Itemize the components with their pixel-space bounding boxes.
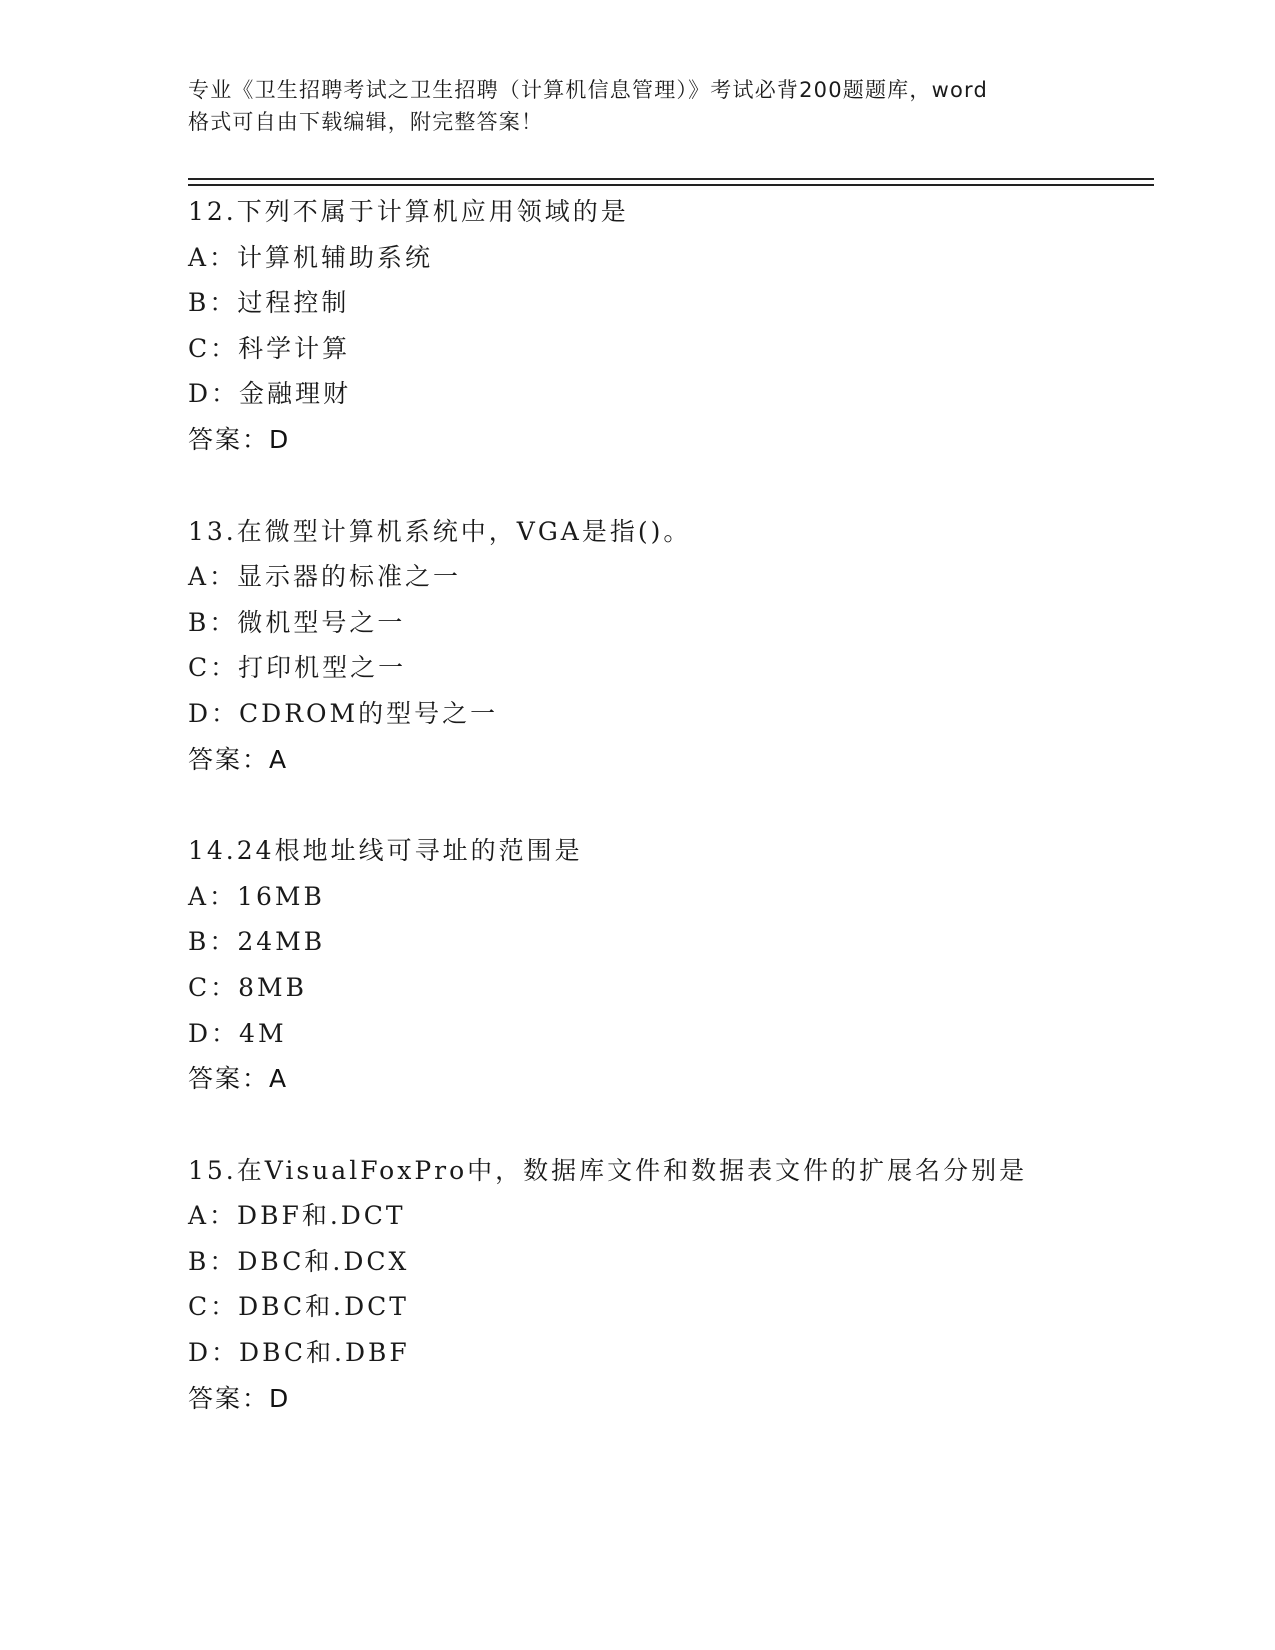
answer-line: 答案：D	[188, 1383, 291, 1413]
option-c: C：8MB	[188, 972, 308, 1002]
header-divider-bottom	[188, 184, 1154, 186]
option-a: A：显示器的标准之一	[188, 562, 462, 592]
answer-line: 答案：A	[188, 1064, 289, 1094]
option-b: B：微机型号之一	[188, 607, 406, 637]
option-b: B：DBC和.DCX	[188, 1246, 410, 1276]
question-13	[188, 509, 1154, 783]
answer-line: 答案：D	[188, 424, 291, 454]
option-b: B：过程控制	[188, 288, 350, 318]
question-15	[188, 1148, 1154, 1422]
option-d: D：CDROM的型号之一	[188, 698, 499, 728]
option-c: C：打印机型之一	[188, 653, 407, 683]
question-stem: 13.在微型计算机系统中，VGA是指()。	[188, 516, 692, 546]
option-a: A：16MB	[188, 881, 325, 911]
header-line-1: 专业《卫生招聘考试之卫生招聘（计算机信息管理）》考试必背200题题库，word	[188, 78, 988, 102]
question-14	[188, 828, 1154, 1102]
option-a: A：DBF和.DCT	[188, 1201, 406, 1231]
header-divider-top	[188, 178, 1154, 180]
header-line-2: 格式可自由下载编辑，附完整答案！	[188, 110, 544, 134]
option-b: B：24MB	[188, 927, 326, 957]
option-a: A：计算机辅助系统	[188, 242, 434, 272]
option-d: D：4M	[188, 1018, 287, 1048]
question-12	[188, 189, 1154, 463]
document-header	[188, 74, 1088, 138]
question-stem: 12.下列不属于计算机应用领域的是	[188, 197, 629, 226]
option-c: C：科学计算	[188, 333, 351, 363]
question-list	[188, 189, 1154, 1467]
question-stem: 14.24根地址线可寻址的范围是	[188, 836, 583, 866]
option-c: C：DBC和.DCT	[188, 1292, 409, 1322]
option-d: D：DBC和.DBF	[188, 1338, 410, 1368]
question-stem: 15.在VisualFoxPro中，数据库文件和数据表文件的扩展名分别是	[188, 1155, 1028, 1185]
option-d: D：金融理财	[188, 379, 352, 409]
answer-line: 答案：A	[188, 744, 289, 774]
